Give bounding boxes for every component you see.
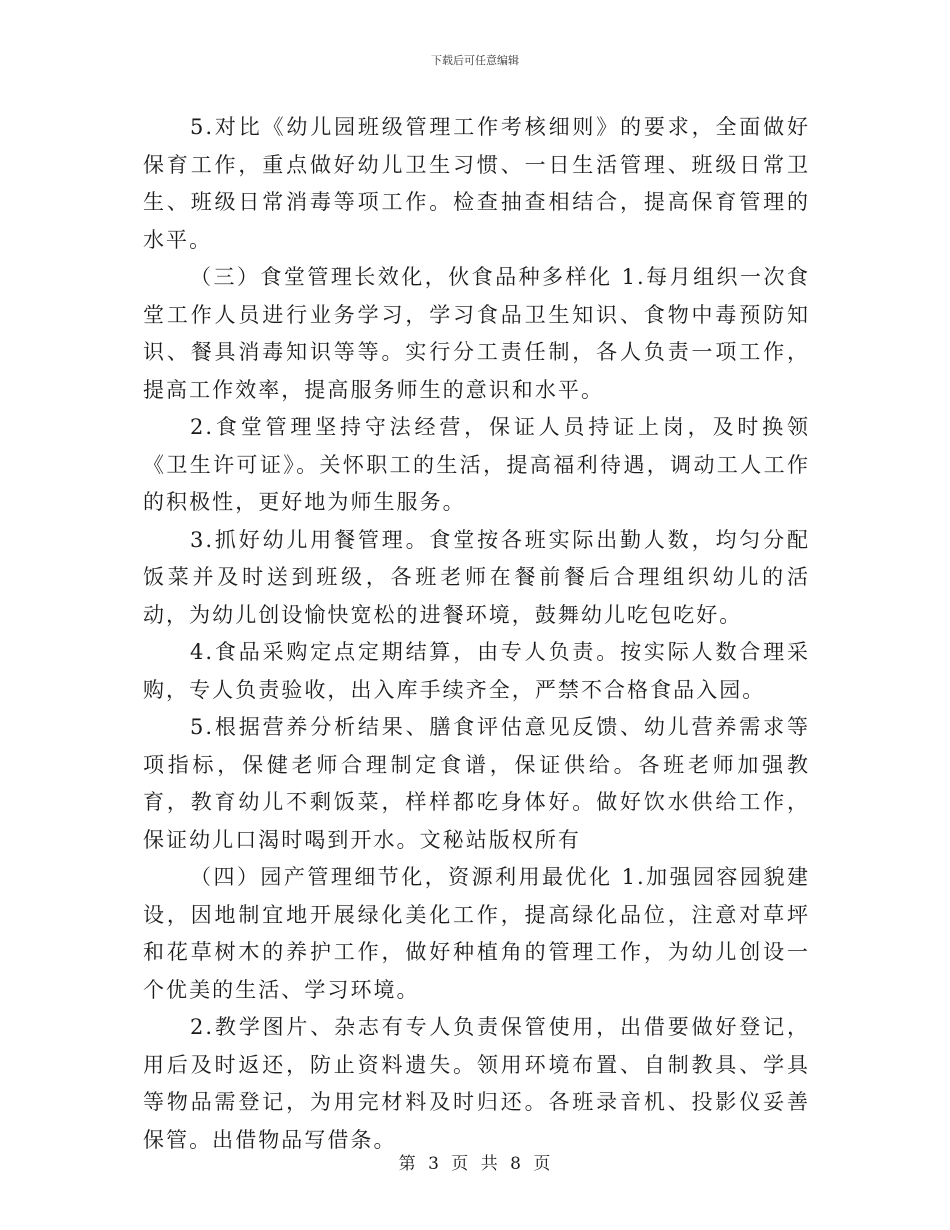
paragraph-section-4-property: （四）园产管理细节化，资源利用最优化 1.加强园容园貌建设，因地制宜地开展绿化美化工作，提高绿化品位，注意对草坪和花草树木的养护工作，做好种植角的管理工作，为幼儿创设一个优美的生活、学习环境。 (143, 865, 810, 1002)
paragraph-canteen-item-2: 2.食堂管理坚持守法经营，保证人员持证上岗，及时换领《卫生许可证》。关怀职工的生活，提高福利待遇，调动工人工作的积极性，更好地为师生服务。 (143, 415, 810, 514)
page-header: 下载后可任意编辑 (431, 54, 519, 67)
paragraph-property-item-2: 2.教学图片、杂志有专人负责保管使用，出借要做好登记，用后及时返还，防止资料遗失。领用环境布置、自制教具、学具等物品需登记，为用完材料及时归还。各班录音机、投影仪妥善保管。出借物品写借条。 (143, 1015, 810, 1152)
paragraph-canteen-item-3: 3.抓好幼儿用餐管理。食堂按各班实际出勤人数，均匀分配饭菜并及时送到班级，各班老师在餐前餐后合理组织幼儿的活动，为幼儿创设愉快宽松的进餐环境，鼓舞幼儿吃包吃好。 (143, 527, 810, 627)
document-body (143, 109, 810, 1159)
paragraph-section-3-canteen: （三）食堂管理长效化，伙食品种多样化 1.每月组织一次食堂工作人员进行业务学习，学习食品卫生知识、食物中毒预防知识、餐具消毒知识等等。实行分工责任制，各人负责一项工作，提高工作效率，提高服务师生的意识和水平。 (143, 265, 810, 402)
paragraph-canteen-item-5: 5.根据营养分析结果、膳食评估意见反馈、幼儿营养需求等项指标，保健老师合理制定食谱，保证供给。各班老师加强教育，教育幼儿不剩饭菜，样样都吃身体好。做好饮水供给工作，保证幼儿口渴时喝到开水。文秘站版权所有 (143, 715, 810, 852)
paragraph-item-5-nursery-care: 5.对比《幼儿园班级管理工作考核细则》的要求，全面做好保育工作，重点做好幼儿卫生习惯、一日生活管理、班级日常卫生、班级日常消毒等项工作。检查抽查相结合，提高保育管理的水平。 (143, 115, 810, 252)
paragraph-canteen-item-4: 4.食品采购定点定期结算，由专人负责。按实际人数合理采购，专人负责验收，出入库手续齐全，严禁不合格食品入园。 (143, 640, 810, 702)
page-number: 第 3 页 共 8 页 (398, 1154, 552, 1174)
